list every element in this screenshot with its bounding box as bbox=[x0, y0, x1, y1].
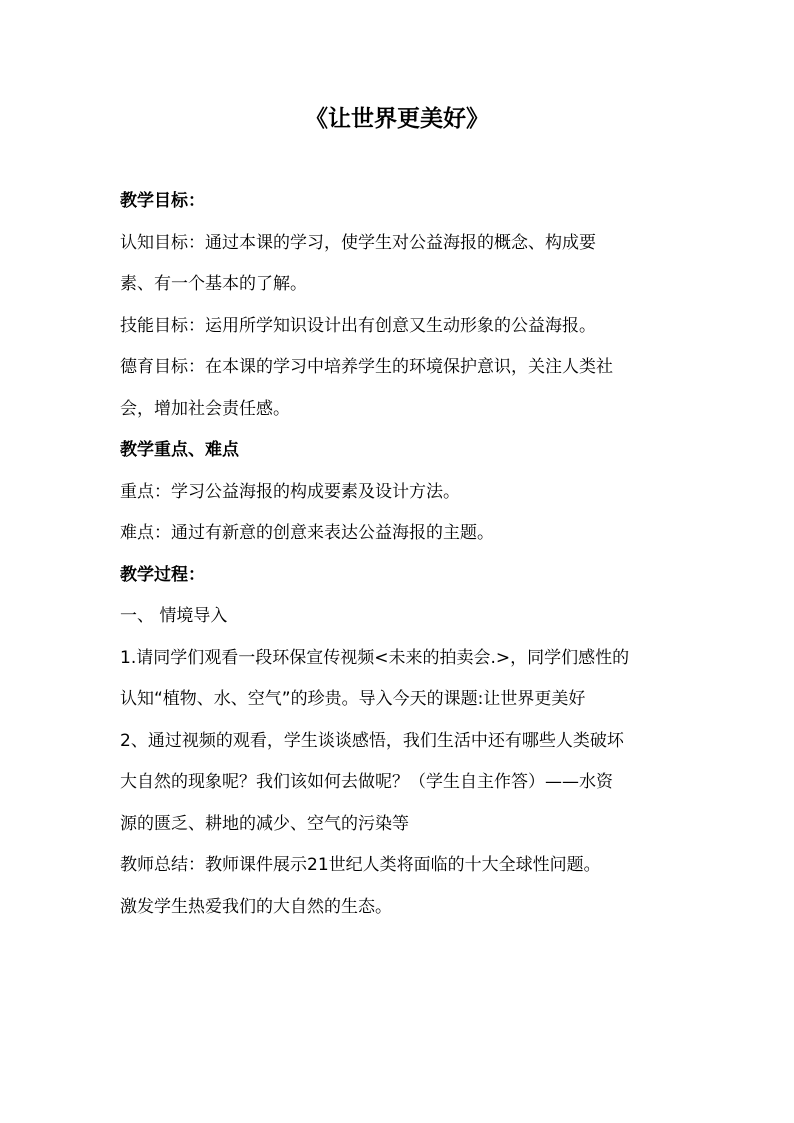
paragraph-line: 一、 情境导入 bbox=[120, 606, 228, 626]
paragraph-line: 重点：学习公益海报的构成要素及设计方法。 bbox=[120, 481, 460, 502]
paragraph-line: 德育目标：在本课的学习中培养学生的环境保护意识，关注人类社 bbox=[120, 357, 613, 377]
paragraph-line: 认知“植物、水、空气”的珍贵。导入今天的课题:让世界更美好 bbox=[120, 689, 586, 709]
paragraph-line: 难点：通过有新意的创意来表达公益海报的主题。 bbox=[120, 523, 494, 543]
section-heading-process: 教学过程： bbox=[120, 564, 205, 585]
paragraph-line: 认知目标：通过本课的学习，使学生对公益海报的概念、构成要 bbox=[120, 232, 596, 253]
document-body bbox=[120, 181, 680, 928]
paragraph-line: 大自然的现象呢？我们该如何去做呢？（学生自主作答）——水资 bbox=[120, 772, 613, 792]
document-title: 《让世界更美好》 bbox=[305, 106, 489, 132]
paragraph-line: 会，增加社会责任感。 bbox=[120, 398, 290, 419]
paragraph-line: 1.请同学们观看一段环保宣传视频<未来的拍卖会.>，同学们感性的 bbox=[120, 647, 630, 668]
paragraph-line: 2、通过视频的观看，学生谈谈感悟，我们生活中还有哪些人类破坏 bbox=[120, 730, 624, 751]
paragraph-line: 激发学生热爱我们的大自然的生态。 bbox=[120, 896, 392, 917]
paragraph-line: 技能目标：运用所学知识设计出有创意又生动形象的公益海报。 bbox=[120, 315, 596, 336]
paragraph-line: 教师总结：教师课件展示21世纪人类将面临的十大全球性问题。 bbox=[120, 855, 601, 875]
section-heading-key-points: 教学重点、难点 bbox=[120, 440, 239, 460]
paragraph-line: 源的匮乏、耕地的减少、空气的污染等 bbox=[120, 813, 409, 834]
section-heading-objectives: 教学目标： bbox=[120, 191, 205, 211]
paragraph-line: 素、有一个基本的了解。 bbox=[120, 274, 307, 294]
